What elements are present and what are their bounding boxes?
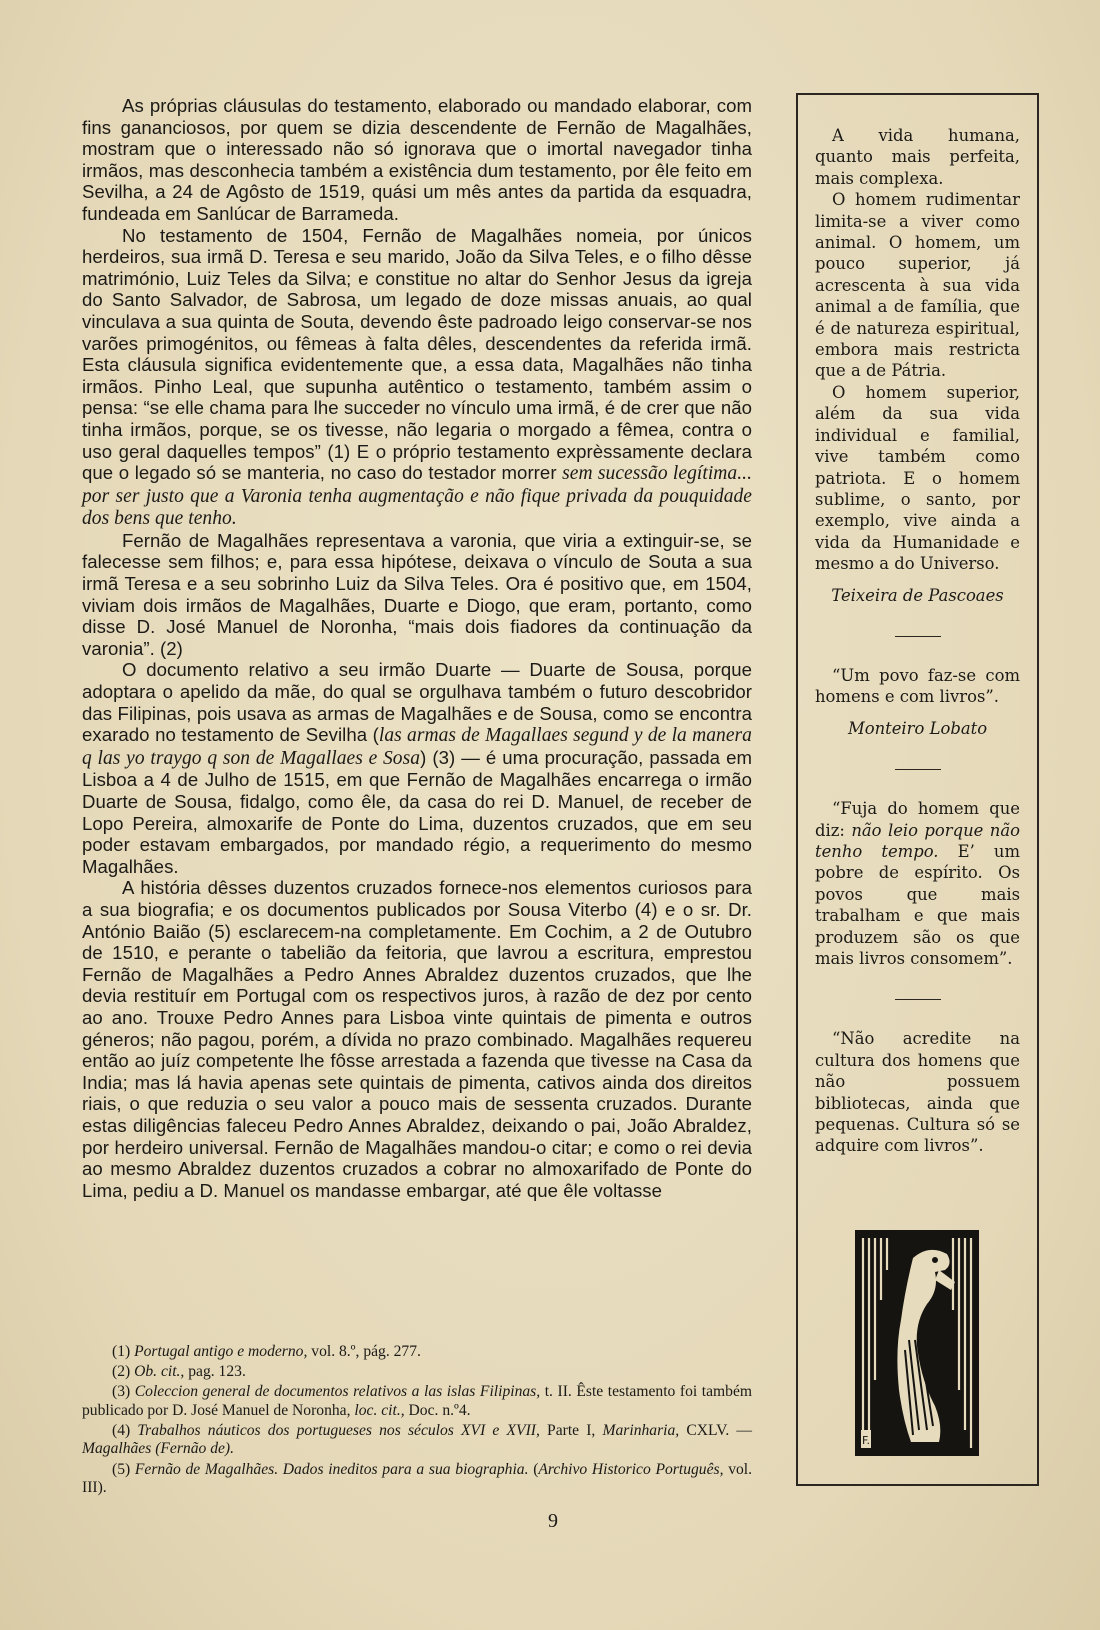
- paragraph-2: No testamento de 1504, Fernão de Magalhães nomeia, por únicos herdeiros, sua irmã D. Teresa e seu marido, João da Silva Teles, e o filho dêsse matrimónio, Luiz Teles da Silva; e constitue no altar do Senhor Jesus da igreja do Santo Salvador, de Sabrosa, um legado de doze missas anuais, ao qual vinculava a sua quinta de Souta, devendo êste padroado leigo conservar-se nos varões primogénitos, ou fêmeas à falta dêles, descendentes da referida irmã. Esta cláusula significa evidentemente que, a essa data, Magalhães não tinha irmãos. Pinho Leal, que supunha autêntico o testamento, também assim o pensa: “se elle chama para lhe succeder no vínculo uma irmã, é de crer que não tinha irmãos, porque, se os tivesse, não legaria o morgado a fêmea, contra o uso geral daquelles tempos” (1) E o próprio testamento exprèssamente declara que o legado só se manteria, no caso do testador morrer sem sucessão legítima... por ser justo que a Varonia tenha augmentação e não fique privada da pouquidade dos bens que tenho.: [82, 224, 752, 530]
- sidebar-content: [815, 125, 1020, 1157]
- quote1-attribution: Teixeira de Pascoaes: [831, 585, 1004, 605]
- quote3: “Fuja do homem que diz: não leio porque não tenho tempo. E’ um pobre de espírito. Os povos que mais trabalham e que mais produzem são os que mais livros consomem”.: [815, 799, 1021, 968]
- woodcut-figure-illustration: [855, 1230, 979, 1456]
- separator: [895, 769, 941, 770]
- footnote-4: (4) Trabalhos náuticos dos portugueses nos séculos XVI e XVII, Parte I, Marinharia, CXLV. — Magalhães (Fernão de).: [82, 1421, 753, 1458]
- footnote-2: (2) Ob. cit., pag. 123.: [112, 1363, 246, 1381]
- paragraph-4: O documento relativo a seu irmão Duarte — Duarte de Sousa, porque adoptara o apelido da mãe, do qual se orgulhava também o futuro descobridor das Filipinas, pois usava as armas de Magalhães e de Sousa, como se encontra exarado no testamento de Sevilha (las armas de Magallaes segund y de la manera q las yo traygo q son de Magallaes e Sosa) (3) — é uma procuração, passada em Lisboa a 4 de Julho de 1515, em que Fernão de Magalhães encarrega o irmão Duarte de Sousa, fidalgo, como êle, da casa do rei D. Manuel, de receber de Lopo Pereira, almoxarife de Ponte do Lima, duzentos cruzados, que em seu poder estavam embargados, por mandado régio, a requerimento do mesmo Magalhães.: [82, 659, 752, 877]
- paragraph-5: A história dêsses duzentos cruzados fornece-nos elementos curiosos para a sua biografia; e os documentos publicados por Sousa Viterbo (4) e o sr. Dr. António Baião (5) esclarecem-na completamente. Em Cochim, a 2 de Outubro de 1510, e perante o tabelião da feitoria, que lavrou a escritura, emprestou Fernão de Magalhães a Pedro Annes Abraldez duzentos cruzados, que lhe devia restituír em Portugal com os respectivos juros, à razão de dez por cento ao ano. Trouxe Pedro Annes para Lisboa vinte quintais de pimenta e outros géneros; não pagou, porém, a dívida no prazo combinado. Magalhães requereu então ao juíz competente lhe fôsse arrestada a fazenda que tivesse na Casa da India; mas lá havia apenas sete quintais de pimenta, cativos ainda dos direitos riais, o que reduzia o seu valor a pouco mais de sessenta cruzados. Durante estas diligências faleceu Pedro Annes Abraldez, deixando o pai, João Abraldez, por herdeiro universal. Fernão de Magalhães mandou-o citar; e como o rei devia ao mesmo Abraldez duzentos cruzados a cobrar no almoxarifado de Ponte do Lima, pediu a D. Manuel os mandasse embargar, até que êle voltasse: [82, 877, 752, 1201]
- footnote-5: (5) Fernão de Magalhães. Dados ineditos para a sua biographia. (Archivo Historico Português, vol. III).: [82, 1460, 753, 1497]
- quote2-attribution: Monteiro Lobato: [847, 718, 988, 738]
- quote1-paragraph: O homem superior, além da sua vida individual e familial, vive também como patriota. E o homem sublime, o santo, por exemplo, vive ainda a vida da Humanidade e mesmo a do Universo.: [815, 382, 1020, 574]
- quote1-paragraph: A vida humana, quanto mais perfeita, mais complexa.: [815, 126, 1020, 188]
- page-number: 9: [548, 1510, 558, 1532]
- footnote-3: (3) Coleccion general de documentos relativos a las islas Filipinas, t. II. Êste testamento foi também publicado por D. José Manuel de Noronha, loc. cit., Doc. n.º4.: [82, 1383, 753, 1419]
- separator: [895, 999, 941, 1000]
- main-text-column: [82, 95, 752, 1201]
- separator: [895, 636, 941, 637]
- paragraph-1: As próprias cláusulas do testamento, elaborado ou mandado elaborar, com fins gananciosos, por quem se dizia descendente de Fernão de Magalhães, mostram que o interessado não só ignorava que o imortal navegador tinha irmãos, mas desconhecia também a existência dum testamento, por êle feito em Sevilha, a 24 de Agôsto de 1519, quási um mês antes da partida da esquadra, fundeada em Sanlúcar de Barrameda.: [82, 95, 752, 224]
- svg-text:F.: F.: [862, 1434, 871, 1447]
- quote1-paragraph: O homem rudimentar limita-se a viver como animal. O homem, um pouco superior, já acrescenta à sua vida animal a de família, que é de natureza espiritual, embora mais restricta que a de Pátria.: [815, 190, 1020, 381]
- paragraph-4-italic: las armas de Magallaes segund y de la manera q las yo traygo q son de Magallaes e Sosa: [82, 725, 752, 769]
- quote4: “Não acredite na cultura dos homens que não possuem bibliotecas, ainda que pequenas. Cultura só se adquire com livros”.: [815, 1029, 1020, 1156]
- sidebar-quotes-box: [796, 93, 1039, 1486]
- footnote-1: (1) Portugal antigo e moderno, vol. 8.º, pág. 277.: [112, 1343, 421, 1360]
- quote2: “Um povo faz-se com homens e com livros”.: [815, 665, 1020, 707]
- paragraph-3: Fernão de Magalhães representava a varonia, que viria a extinguir-se, se falecesse sem filhos; e, para essa hipótese, deixava o vínculo de Souta a sua irmã Teresa e a seu sobrinho Luiz da Silva Teles. Ora é positivo que, em 1504, viviam dois irmãos de Magalhães, Duarte e Diogo, que eram, portanto, como disse D. José Manuel de Noronha, “mais dois fiadores da continuação da varonia”. (2): [82, 529, 752, 659]
- footnotes: [82, 1343, 752, 1498]
- paragraph-2-italic: sem sucessão legítima... por ser justo que a Varonia tenha augmentação e não fique privada da pouquidade dos bens que tenho.: [82, 463, 752, 530]
